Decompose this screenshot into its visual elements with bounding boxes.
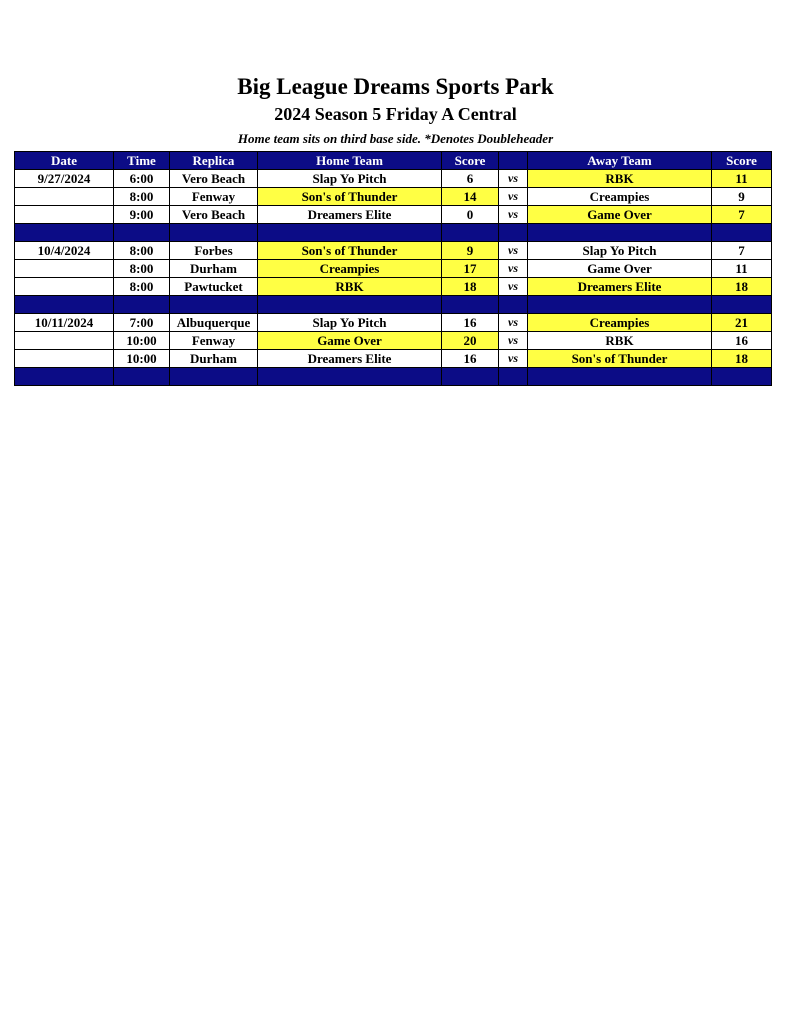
page-title: Big League Dreams Sports Park — [237, 74, 554, 99]
home-score: 6 — [442, 170, 499, 188]
page-subtitle: 2024 Season 5 Friday A Central — [274, 104, 517, 124]
vs-label: vs — [499, 278, 528, 296]
home-team: Creampies — [258, 260, 442, 278]
game-date — [15, 188, 114, 206]
game-date: 9/27/2024 — [15, 170, 114, 188]
table-row — [15, 332, 772, 350]
table-row — [15, 170, 772, 188]
away-team: RBK — [528, 332, 712, 350]
home-team: Dreamers Elite — [258, 206, 442, 224]
away-score: 21 — [712, 314, 772, 332]
game-time: 8:00 — [114, 242, 170, 260]
away-team: RBK — [528, 170, 712, 188]
game-time: 10:00 — [114, 350, 170, 368]
away-team: Creampies — [528, 188, 712, 206]
home-score: 16 — [442, 314, 499, 332]
home-score: 18 — [442, 278, 499, 296]
col-header-date: Date — [15, 152, 114, 170]
col-header-home-score: Score — [442, 152, 499, 170]
home-score: 14 — [442, 188, 499, 206]
game-time: 8:00 — [114, 260, 170, 278]
away-team: Game Over — [528, 206, 712, 224]
vs-label: vs — [499, 260, 528, 278]
home-team: Slap Yo Pitch — [258, 314, 442, 332]
table-row — [15, 242, 772, 260]
away-team: Son's of Thunder — [528, 350, 712, 368]
game-replica: Fenway — [170, 188, 258, 206]
game-replica: Pawtucket — [170, 278, 258, 296]
away-team: Slap Yo Pitch — [528, 242, 712, 260]
col-header-vs — [499, 152, 528, 170]
game-time: 9:00 — [114, 206, 170, 224]
game-time: 10:00 — [114, 332, 170, 350]
home-score: 0 — [442, 206, 499, 224]
game-time: 8:00 — [114, 188, 170, 206]
vs-label: vs — [499, 350, 528, 368]
game-date: 10/11/2024 — [15, 314, 114, 332]
schedule-note: Home team sits on third base side. *Denotes Doubleheader — [237, 131, 554, 146]
header-row — [15, 152, 772, 170]
vs-label: vs — [499, 170, 528, 188]
vs-label: vs — [499, 188, 528, 206]
away-score: 16 — [712, 332, 772, 350]
game-date — [15, 260, 114, 278]
away-team: Creampies — [528, 314, 712, 332]
table-row — [15, 206, 772, 224]
game-replica: Vero Beach — [170, 206, 258, 224]
away-score: 7 — [712, 242, 772, 260]
col-header-home-team: Home Team — [258, 152, 442, 170]
game-replica: Durham — [170, 350, 258, 368]
away-score: 11 — [712, 170, 772, 188]
week-separator-row — [15, 296, 772, 314]
away-score: 7 — [712, 206, 772, 224]
table-row — [15, 314, 772, 332]
home-team: Son's of Thunder — [258, 188, 442, 206]
game-replica: Forbes — [170, 242, 258, 260]
week-separator-row — [15, 224, 772, 242]
home-team: Slap Yo Pitch — [258, 170, 442, 188]
table-row — [15, 350, 772, 368]
away-score: 18 — [712, 278, 772, 296]
home-score: 17 — [442, 260, 499, 278]
game-date — [15, 332, 114, 350]
col-header-away-team: Away Team — [528, 152, 712, 170]
vs-label: vs — [499, 206, 528, 224]
table-row — [15, 278, 772, 296]
week-separator-row — [15, 368, 772, 386]
game-replica: Durham — [170, 260, 258, 278]
table-row — [15, 260, 772, 278]
home-score: 16 — [442, 350, 499, 368]
game-date — [15, 206, 114, 224]
away-team: Dreamers Elite — [528, 278, 712, 296]
game-time: 8:00 — [114, 278, 170, 296]
col-header-time: Time — [114, 152, 170, 170]
col-header-replica: Replica — [170, 152, 258, 170]
home-score: 20 — [442, 332, 499, 350]
game-replica: Vero Beach — [170, 170, 258, 188]
vs-label: vs — [499, 332, 528, 350]
away-score: 9 — [712, 188, 772, 206]
away-score: 11 — [712, 260, 772, 278]
away-score: 18 — [712, 350, 772, 368]
home-score: 9 — [442, 242, 499, 260]
schedule-table — [14, 151, 772, 386]
game-replica: Albuquerque — [170, 314, 258, 332]
game-date — [15, 278, 114, 296]
game-replica: Fenway — [170, 332, 258, 350]
col-header-away-score: Score — [712, 152, 772, 170]
home-team: Dreamers Elite — [258, 350, 442, 368]
home-team: Son's of Thunder — [258, 242, 442, 260]
home-team: RBK — [258, 278, 442, 296]
game-time: 7:00 — [114, 314, 170, 332]
table-row — [15, 188, 772, 206]
vs-label: vs — [499, 242, 528, 260]
game-date: 10/4/2024 — [15, 242, 114, 260]
game-date — [15, 350, 114, 368]
away-team: Game Over — [528, 260, 712, 278]
game-time: 6:00 — [114, 170, 170, 188]
home-team: Game Over — [258, 332, 442, 350]
vs-label: vs — [499, 314, 528, 332]
